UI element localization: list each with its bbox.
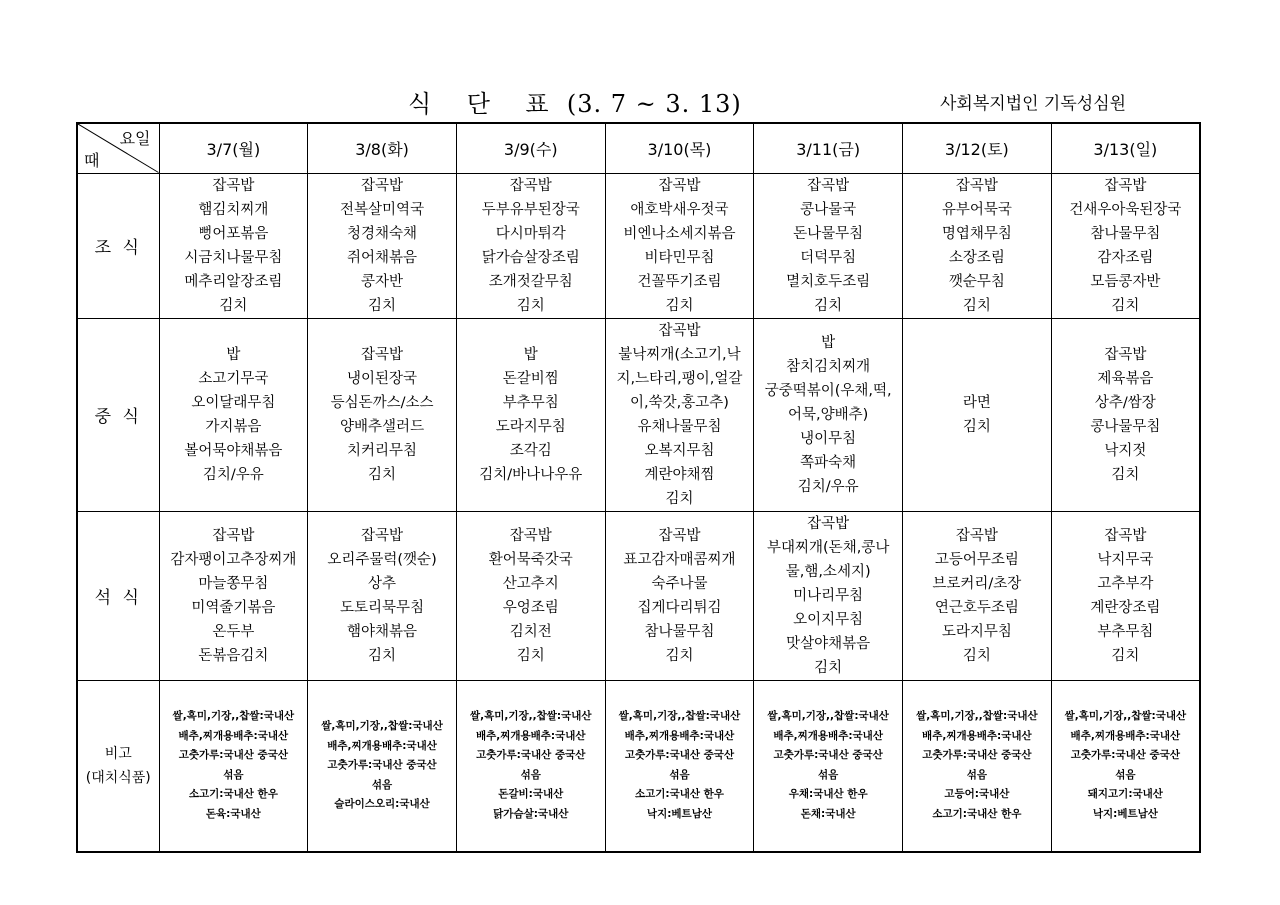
menu-item: 상추 (368, 575, 397, 592)
origin-note-line: 소고기:국내산 한우 (188, 788, 278, 801)
menu-item: 고등어무조림 (934, 551, 1019, 568)
origin-note-line: 낙지:베트남산 (1092, 807, 1158, 820)
menu-item: 콩자반 (361, 273, 404, 290)
origin-note-line: 배추,찌개용배추:국내산 (178, 729, 289, 742)
menu-item: 김치 (665, 647, 694, 664)
origin-note-line: 낙지:베트남산 (646, 807, 712, 820)
menu-cell (605, 511, 754, 680)
corner-cell (77, 123, 159, 173)
menu-item: 시금치나물무침 (184, 249, 283, 266)
menu-item: 참나물무침 (644, 623, 715, 640)
origin-note-line: 쌀,흑미,기장,,찹쌀:국내산 (321, 720, 443, 732)
menu-item: 명엽채무침 (941, 225, 1012, 242)
menu-item: 궁중떡볶이(우채,떡, (764, 382, 892, 399)
notes-label-cell (77, 680, 159, 852)
menu-cell (754, 318, 903, 511)
menu-item: 김치/우유 (797, 478, 859, 495)
menu-item: 건새우아욱된장국 (1069, 201, 1182, 218)
origin-note-line: 고등어:국내산 (944, 788, 1010, 801)
origin-note-line: 우채:국내산 한우 (788, 788, 868, 801)
menu-item: 김치 (368, 647, 397, 664)
menu-item: 잡곡밥 (361, 527, 404, 544)
menu-item: 상추/쌈장 (1094, 394, 1156, 411)
menu-item: 불낙찌개(소고기,낙 (618, 346, 741, 363)
origin-note-line: 쌀,흑미,기장,,찹쌀:국내산 (916, 710, 1038, 723)
menu-item: 비타민무침 (644, 249, 715, 266)
menu-item: 우엉조림 (502, 599, 559, 616)
menu-item: 표고감자매콤찌개 (623, 551, 736, 568)
menu-item: 마늘쫑무침 (198, 575, 269, 592)
menu-item: 참치김치찌개 (786, 358, 871, 375)
origin-note-cell (456, 680, 605, 852)
menu-item: 도라지무침 (941, 623, 1012, 640)
menu-item: 잡곡밥 (361, 177, 404, 194)
menu-item: 돈볶음김치 (198, 647, 269, 664)
origin-note-cell (605, 680, 754, 852)
menu-cell (754, 173, 903, 318)
origin-note-cell (754, 680, 903, 852)
page-title: 식 단 표 (3. 7 ~ 3. 13) (408, 90, 742, 118)
menu-item: 김치 (368, 297, 397, 314)
menu-item: 밥 (821, 334, 836, 351)
menu-item: 소장조림 (948, 249, 1005, 266)
origin-note-line: 쌀,흑미,기장,,찹쌀:국내산 (172, 710, 295, 723)
menu-cell (903, 511, 1052, 680)
menu-item: 잡곡밥 (955, 177, 998, 194)
day-header: 3/9(수) (456, 123, 605, 173)
menu-item: 낙지무국 (1097, 551, 1154, 568)
menu-item: 잡곡밥 (1104, 346, 1147, 363)
menu-item: 건꼴뚜기조림 (637, 273, 722, 290)
menu-item: 감자팽이고추장찌개 (170, 551, 297, 568)
menu-item: 냉이된장국 (347, 370, 418, 387)
menu-item: 돈나물무침 (793, 225, 864, 242)
menu-item: 비엔나소세지볶음 (623, 225, 736, 242)
menu-item: 라면 (962, 394, 991, 411)
menu-item: 계란장조림 (1090, 599, 1161, 616)
origin-note-line: 섞음 (1115, 768, 1136, 781)
menu-item: 다시마튀각 (495, 225, 566, 242)
origin-note-line: 배추,찌개용배추:국내산 (624, 729, 735, 742)
menu-cell (456, 173, 605, 318)
menu-cell (1051, 511, 1200, 680)
menu-cell (456, 511, 605, 680)
origin-note-line: 돈육:국내산 (205, 807, 261, 820)
menu-item: 잡곡밥 (1104, 527, 1147, 544)
menu-item: 김치 (665, 490, 694, 507)
menu-item: 볼어묵야채볶음 (184, 442, 283, 459)
menu-item: 부추무침 (1097, 623, 1154, 640)
menu-item: 치커리무침 (347, 442, 418, 459)
menu-item: 숙주나물 (651, 575, 708, 592)
day-header: 3/12(토) (903, 123, 1052, 173)
menu-item: 메추리알장조림 (184, 273, 283, 290)
notes-row (77, 680, 1200, 852)
menu-item: 오이지무침 (793, 611, 864, 628)
menu-item: 환어묵죽갓국 (488, 551, 573, 568)
day-header: 3/11(금) (754, 123, 903, 173)
breakfast-row (77, 173, 1200, 318)
menu-item: 김치 (1111, 466, 1140, 483)
menu-item: 돈갈비찜 (502, 370, 559, 387)
origin-note-line: 고춧가루:국내산 중국산 (773, 749, 883, 762)
menu-item: 오리주물럭(깻순) (327, 551, 437, 568)
menu-cell (308, 173, 457, 318)
menu-item: 오이달래무침 (191, 394, 276, 411)
menu-item: 계란야채찜 (644, 466, 715, 483)
menu-cell (159, 173, 308, 318)
menu-item: 김치 (962, 418, 991, 435)
menu-cell (903, 318, 1052, 511)
origin-note-line: 섞음 (818, 768, 839, 781)
menu-item: 햄김치찌개 (198, 201, 269, 218)
menu-item: 어묵,양배추) (788, 406, 869, 423)
menu-item: 뻥어포볶음 (198, 225, 269, 242)
menu-cell (903, 173, 1052, 318)
menu-cell (456, 318, 605, 511)
notes-label: 비고 (104, 745, 132, 762)
origin-note-line: 배추,찌개용배추:국내산 (475, 729, 586, 742)
menu-item: 잡곡밥 (212, 177, 255, 194)
menu-cell (605, 173, 754, 318)
menu-item: 전복살미역국 (340, 201, 425, 218)
menu-item: 부추무침 (502, 394, 559, 411)
menu-item: 김치/우유 (202, 466, 264, 483)
origin-note-line: 고춧가루:국내산 중국산 (476, 749, 586, 762)
menu-item: 잡곡밥 (807, 515, 850, 532)
menu-item: 잡곡밥 (658, 177, 701, 194)
menu-item: 미나리무침 (793, 587, 864, 604)
menu-item: 잡곡밥 (361, 346, 404, 363)
menu-item: 더덕무침 (800, 249, 857, 266)
menu-item: 집게다리튀김 (637, 599, 722, 616)
menu-item: 잡곡밥 (212, 527, 255, 544)
menu-cell (308, 511, 457, 680)
origin-note-cell (159, 680, 308, 852)
day-header: 3/10(목) (605, 123, 754, 173)
menu-item: 쥐어채볶음 (347, 249, 418, 266)
menu-item: 감자조림 (1097, 249, 1154, 266)
menu-item: 양배추샐러드 (340, 418, 425, 435)
menu-item: 부대찌개(돈채,콩나 (767, 539, 890, 556)
menu-item: 김치/바나나우유 (479, 466, 583, 483)
menu-item: 고추부각 (1097, 575, 1154, 592)
origin-note-line: 섞음 (966, 768, 988, 781)
menu-item: 쪽파숙채 (800, 454, 857, 471)
header-row (77, 123, 1200, 173)
origin-note-cell (308, 680, 457, 852)
meal-label: 조 식 (77, 173, 159, 318)
menu-item: 유부어묵국 (941, 201, 1012, 218)
menu-item: 이,쑥갓,홍고추) (630, 394, 729, 411)
menu-item: 김치 (219, 297, 248, 314)
menu-item: 모듬콩자반 (1090, 273, 1161, 290)
day-header: 3/8(화) (308, 123, 457, 173)
origin-note-line: 소고기:국내산 한우 (634, 788, 724, 801)
origin-note-line: 배추,찌개용배추:국내산 (1070, 729, 1181, 742)
origin-note-line: 섞음 (669, 768, 690, 781)
menu-item: 김치전 (509, 623, 552, 640)
menu-cell (605, 318, 754, 511)
menu-cell (308, 318, 457, 511)
menu-cell (754, 511, 903, 680)
menu-cell (159, 318, 308, 511)
menu-item: 산고추지 (502, 575, 559, 592)
menu-item: 김치 (962, 297, 991, 314)
origin-note-line: 돈채:국내산 (800, 807, 856, 820)
menu-item: 콩나물무침 (1090, 418, 1161, 435)
day-header: 3/7(월) (159, 123, 308, 173)
origin-note-line: 섞음 (371, 778, 393, 791)
menu-item: 밥 (523, 346, 538, 363)
menu-item: 닭가슴살장조림 (481, 249, 580, 266)
origin-note-cell (1051, 680, 1200, 852)
origin-note-line: 쌀,흑미,기장,,찹쌀:국내산 (469, 710, 592, 723)
menu-item: 김치 (962, 647, 991, 664)
meal-label: 석 식 (77, 511, 159, 680)
origin-note-line: 고춧가루:국내산 중국산 (327, 759, 437, 771)
origin-note-line: 닭가슴살:국내산 (493, 807, 569, 820)
menu-item: 김치 (1111, 647, 1140, 664)
origin-note-line: 쌀,흑미,기장,,찹쌀:국내산 (1064, 710, 1187, 723)
menu-item: 연근호두조림 (934, 599, 1019, 616)
menu-item: 애호박새우젓국 (630, 201, 729, 218)
menu-item: 김치 (368, 466, 397, 483)
menu-item: 오복지무침 (644, 442, 715, 459)
menu-item: 잡곡밥 (658, 527, 701, 544)
origin-note-line: 배추,찌개용배추:국내산 (327, 739, 437, 752)
origin-note-line: 돼지고기:국내산 (1087, 788, 1163, 801)
menu-item: 밥 (226, 346, 241, 363)
origin-note-line: 슬라이스오리:국내산 (334, 798, 430, 810)
menu-item: 냉이무침 (800, 430, 857, 447)
day-header: 3/13(일) (1051, 123, 1200, 173)
menu-item: 깻순무침 (948, 273, 1005, 290)
menu-item: 잡곡밥 (955, 527, 998, 544)
menu-item: 도라지무침 (495, 418, 566, 435)
origin-note-line: 고춧가루:국내산 중국산 (624, 749, 735, 762)
origin-note-line: 소고기:국내산 한우 (932, 807, 1022, 820)
menu-item: 김치 (516, 297, 545, 314)
menu-table (76, 122, 1201, 853)
menu-item: 맛살야채볶음 (786, 635, 871, 652)
menu-item: 유채나물무침 (637, 418, 722, 435)
lunch-row (77, 318, 1200, 511)
menu-item: 햄야채볶음 (347, 623, 418, 640)
meal-label: 중 식 (77, 318, 159, 511)
menu-item: 잡곡밥 (509, 177, 552, 194)
menu-item: 잡곡밥 (509, 527, 552, 544)
menu-item: 잡곡밥 (658, 322, 701, 339)
origin-note-line: 섞음 (520, 768, 541, 781)
origin-note-line: 고춧가루:국내산 중국산 (178, 749, 288, 762)
menu-item: 미역줄기볶음 (191, 599, 276, 616)
origin-note-line: 돈갈비:국내산 (498, 788, 564, 801)
menu-item: 콩나물국 (800, 201, 857, 218)
dinner-row (77, 511, 1200, 680)
menu-item: 등심돈까스/소스 (330, 394, 434, 411)
origin-note-line: 고춧가루:국내산 중국산 (1070, 749, 1180, 762)
corner-day-label: 요일 (119, 129, 151, 148)
origin-note-line: 배추,찌개용배추:국내산 (922, 729, 1032, 742)
menu-item: 가지볶음 (205, 418, 262, 435)
menu-item: 참나물무침 (1090, 225, 1161, 242)
origin-note-cell (903, 680, 1052, 852)
menu-item: 멸치호두조림 (786, 273, 871, 290)
menu-item: 잡곡밥 (807, 177, 850, 194)
menu-cell (159, 511, 308, 680)
menu-item: 청경채숙채 (347, 225, 418, 242)
origin-note-line: 쌀,흑미,기장,,찹쌀:국내산 (767, 710, 889, 723)
menu-item: 조개젓갈무침 (488, 273, 573, 290)
menu-item: 온두부 (212, 623, 255, 640)
menu-item: 김치 (814, 297, 843, 314)
menu-item: 소고기무국 (198, 370, 269, 387)
menu-item: 제육볶음 (1097, 370, 1154, 387)
notes-sublabel: (대치식품) (85, 769, 151, 786)
menu-item: 낙지젓 (1104, 442, 1147, 459)
origin-note-line: 배추,찌개용배추:국내산 (773, 729, 883, 742)
menu-item: 두부유부된장국 (481, 201, 580, 218)
organization-name: 사회복지법인 기독성심원 (940, 94, 1127, 114)
corner-time-label: 때 (84, 150, 100, 170)
menu-item: 김치 (516, 647, 545, 664)
menu-item: 조각김 (509, 442, 552, 459)
menu-item: 지,느타리,팽이,얼갈 (616, 370, 743, 387)
menu-item: 잡곡밥 (1104, 177, 1147, 194)
menu-item: 김치 (814, 659, 843, 676)
menu-item: 도토리묵무침 (340, 599, 425, 616)
menu-item: 브로커리/초장 (932, 575, 1022, 592)
origin-note-line: 고춧가루:국내산 중국산 (922, 749, 1032, 762)
menu-cell (1051, 173, 1200, 318)
origin-note-line: 섞음 (223, 768, 244, 781)
menu-cell (1051, 318, 1200, 511)
menu-item: 김치 (1111, 297, 1140, 314)
menu-item: 김치 (665, 297, 694, 314)
origin-note-line: 쌀,흑미,기장,,찹쌀:국내산 (618, 710, 741, 723)
menu-item: 물,햄,소세지) (785, 563, 871, 580)
